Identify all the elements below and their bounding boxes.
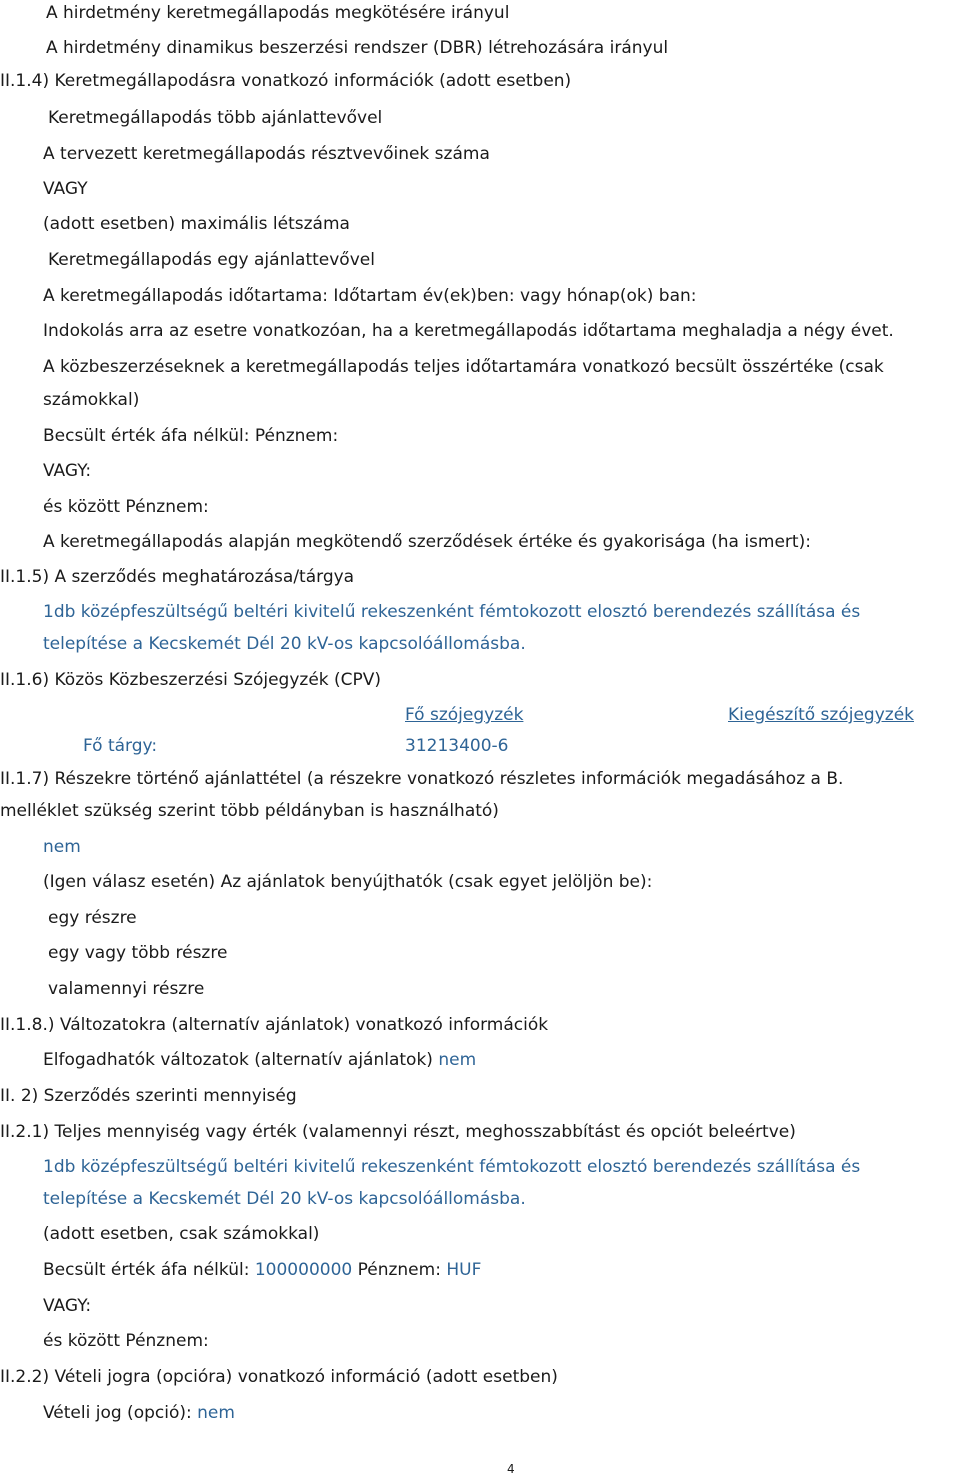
- section-heading-ii-1-5: II.1.5) A szerződés meghatározása/tárgya: [0, 567, 355, 587]
- one-or-more-lots-option: egy vagy több részre: [48, 943, 228, 963]
- dbr-line: A hirdetmény dinamikus beszerzési rendszer (DBR) létrehozására irányul: [46, 38, 669, 58]
- single-tenderer-line: Keretmegállapodás egy ajánlattevővel: [48, 250, 375, 270]
- estimated-value-amount: 100000000: [254, 1260, 353, 1280]
- quantity-description: 1db középfeszültségű beltéri kivitelű rekeszenként fémtokozott elosztó berendezés szállítása és: [43, 1157, 861, 1177]
- variants-label: Elfogadhatók változatok (alternatív ajánlatok): [43, 1050, 439, 1070]
- variants-value: nem: [438, 1050, 477, 1070]
- section-heading-ii-1-7: II.1.7) Részekre történő ajánlattétel (a részekre vonatkozó részletes információk megadásához a B.: [0, 769, 844, 789]
- or-line: VAGY:: [43, 461, 92, 481]
- cpv-code: 31213400-6: [405, 736, 509, 756]
- all-lots-option: valamennyi részre: [48, 979, 205, 999]
- total-value-line-cont: számokkal): [43, 390, 140, 410]
- currency-label: Pénznem:: [352, 1260, 447, 1280]
- section-heading-ii-1-8: II.1.8.) Változatokra (alternatív ajánlatok) vonatkozó információk: [0, 1015, 549, 1035]
- subject-description: 1db középfeszültségű beltéri kivitelű rekeszenként fémtokozott elosztó berendezés szállítása és: [43, 602, 861, 622]
- multiple-tenderers-line: Keretmegállapodás több ajánlattevővel: [48, 108, 383, 128]
- estimated-value-line: Becsült érték áfa nélkül: Pénznem:: [43, 426, 339, 446]
- subject-description-cont: telepítése a Kecskemét Dél 20 kV-os kapcsolóállomásba.: [43, 634, 526, 654]
- estimated-value-line: [43, 1259, 481, 1281]
- between-currency-line: és között Pénznem:: [43, 1331, 209, 1351]
- section-heading-ii-1-7-cont: melléklet szükség szerint több példányban is használható): [0, 801, 499, 821]
- lots-submission-line: (Igen válasz esetén) Az ajánlatok benyújthatók (csak egyet jelöljön be):: [43, 872, 653, 892]
- one-lot-option: egy részre: [48, 908, 137, 928]
- section-heading-ii-2-1: II.2.1) Teljes mennyiség vagy érték (valamennyi részt, meghosszabbítást és opciót beleértve): [0, 1122, 796, 1142]
- cpv-supplementary-header[interactable]: Kiegészítő szójegyzék: [728, 705, 914, 725]
- total-value-line: A közbeszerzéseknek a keretmegállapodás teljes időtartamára vonatkozó becsült összértéke (csak: [43, 357, 884, 377]
- numbers-only-line: (adott esetben, csak számokkal): [43, 1224, 320, 1244]
- cpv-main-object-label: Fő tárgy:: [83, 736, 158, 756]
- max-count-line: (adott esetben) maximális létszáma: [43, 214, 350, 234]
- section-heading-ii-1-6: II.1.6) Közös Közbeszerzési Szójegyzék (CPV): [0, 670, 382, 690]
- estimated-value-label: Becsült érték áfa nélkül:: [43, 1260, 255, 1280]
- or-line: VAGY:: [43, 1296, 92, 1316]
- option-value: nem: [197, 1403, 235, 1423]
- justification-line: Indokolás arra az esetre vonatkozóan, ha a keretmegállapodás időtartama meghaladja a négy évet.: [43, 321, 894, 341]
- variants-line: [43, 1049, 476, 1071]
- section-heading-ii-2-2: II.2.2) Vételi jogra (opcióra) vonatkozó információ (adott esetben): [0, 1367, 558, 1387]
- framework-agreement-line: A hirdetmény keretmegállapodás megkötésére irányul: [46, 3, 510, 23]
- page-number: 4: [507, 1462, 515, 1476]
- currency-value: HUF: [446, 1260, 482, 1280]
- option-label: Vételi jog (opció):: [43, 1403, 198, 1423]
- or-line: VAGY: [43, 179, 88, 199]
- between-currency-line: és között Pénznem:: [43, 497, 209, 517]
- duration-line: A keretmegállapodás időtartama: Időtartam év(ek)ben: vagy hónap(ok) ban:: [43, 286, 697, 306]
- option-line: [43, 1402, 235, 1424]
- cpv-main-header[interactable]: Fő szójegyzék: [405, 705, 524, 725]
- lots-answer: nem: [43, 837, 81, 857]
- section-heading-ii-1-4: II.1.4) Keretmegállapodásra vonatkozó információk (adott esetben): [0, 71, 572, 91]
- section-heading-ii-2: II. 2) Szerződés szerinti mennyiség: [0, 1086, 297, 1106]
- quantity-description-cont: telepítése a Kecskemét Dél 20 kV-os kapcsolóállomásba.: [43, 1189, 526, 1209]
- participants-count-line: A tervezett keretmegállapodás résztvevőinek száma: [43, 144, 490, 164]
- contracts-value-line: A keretmegállapodás alapján megkötendő szerződések értéke és gyakorisága (ha ismert):: [43, 532, 811, 552]
